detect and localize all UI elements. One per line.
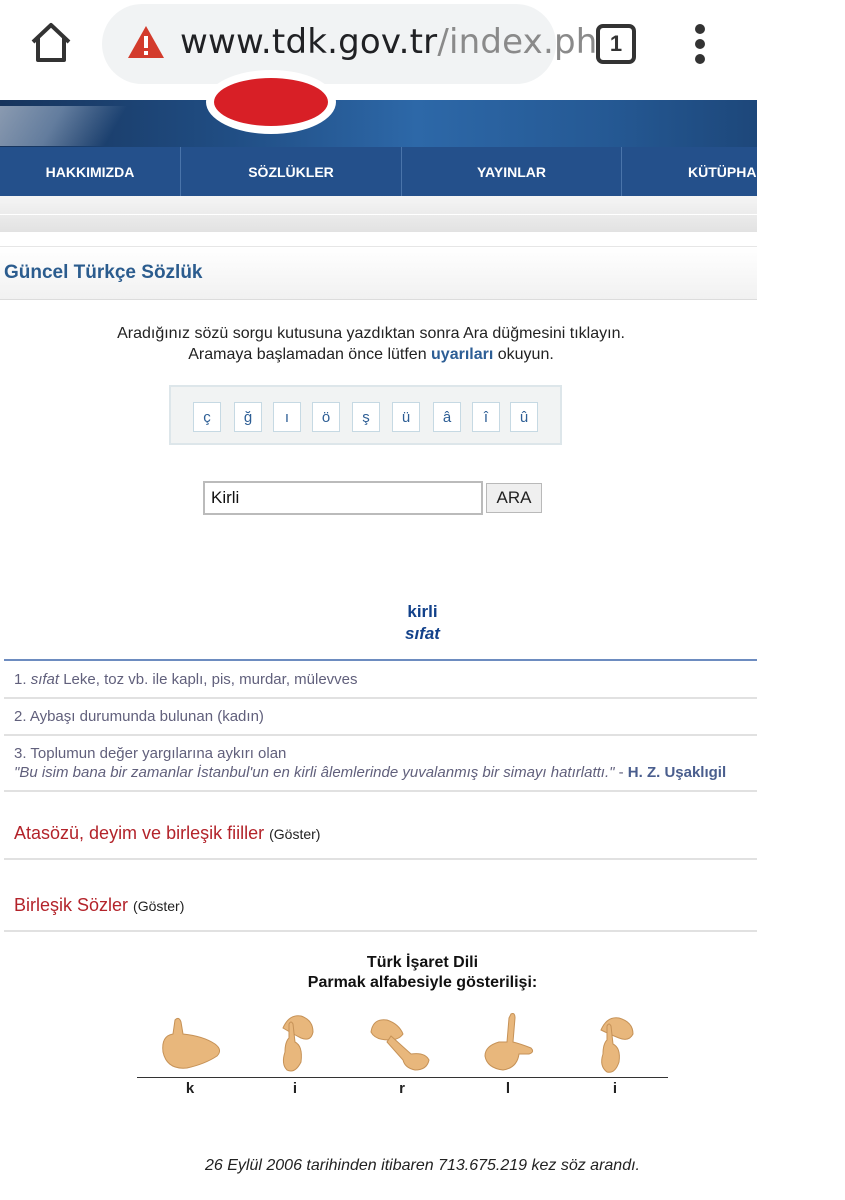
url-path: /index.ph (437, 22, 598, 62)
char-button[interactable]: ö (312, 402, 340, 432)
definition-number: 3. (14, 745, 27, 762)
page-title: Güncel Türkçe Sözlük (4, 262, 203, 283)
tab-switcher-button[interactable]: 1 (596, 24, 636, 64)
hand-sign-i-icon (267, 1012, 337, 1076)
definition-number: 2. (14, 708, 27, 725)
warnings-link[interactable]: uyarıları (431, 346, 494, 363)
idioms-section (4, 788, 757, 860)
char-button[interactable]: ü (392, 402, 420, 432)
entry-header (0, 601, 845, 645)
char-button[interactable]: î (472, 402, 500, 432)
example-quote (14, 763, 757, 782)
definition-item (4, 661, 757, 699)
definition-text: Toplumun değer yargılarına aykırı olan (26, 745, 287, 762)
definition-number: 1. (14, 671, 27, 688)
idioms-show-toggle[interactable]: (Göster) (269, 826, 321, 842)
sign-letter: k (185, 1080, 195, 1097)
sign-letter: l (505, 1080, 511, 1097)
entry-part-of-speech: sıfat (405, 624, 440, 643)
compounds-show-toggle[interactable]: (Göster) (133, 898, 185, 914)
idioms-title[interactable]: Atasözü, deyim ve birleşik fiiller (14, 823, 265, 843)
char-button[interactable]: ğ (234, 402, 262, 432)
sign-letter: r (399, 1080, 405, 1097)
site-banner (0, 100, 757, 147)
special-characters-panel (169, 385, 562, 445)
definition-text: Aybaşı durumunda bulunan (kadın) (26, 708, 264, 725)
idioms-header[interactable] (14, 823, 320, 844)
banner-decoration (0, 106, 190, 146)
nav-item-library[interactable]: KÜTÜPHA (688, 163, 757, 180)
fingerspelling-letters (137, 1080, 668, 1100)
hand-sign-r-icon (365, 1012, 435, 1076)
sign-language-title-line1: Türk İşaret Dili (366, 954, 479, 971)
definitions-list (4, 659, 757, 792)
quote-author: H. Z. Uşaklıgil (627, 764, 727, 781)
fingerspelling-images (137, 1012, 668, 1078)
sub-bar (0, 196, 757, 232)
instructions-text-end: okuyun. (493, 346, 554, 363)
definition-item (4, 736, 757, 792)
char-button[interactable]: ç (193, 402, 221, 432)
tdk-logo[interactable] (206, 70, 336, 134)
sign-letter: i (292, 1080, 298, 1097)
instructions-text: Aramaya başlamadan önce lütfen (188, 346, 432, 363)
char-button[interactable]: ş (352, 402, 380, 432)
browser-toolbar (0, 0, 757, 100)
not-secure-warning-icon[interactable] (126, 24, 166, 60)
char-button[interactable]: û (510, 402, 538, 432)
sign-letter: i (612, 1080, 618, 1097)
nav-item-publications[interactable]: YAYINLAR (402, 147, 622, 196)
search-counter: 26 Eylül 2006 tarihinden itibaren 713.675.219 kez söz arandı. (205, 1157, 640, 1174)
hand-sign-k-icon (157, 1012, 227, 1076)
compounds-header[interactable] (14, 895, 184, 916)
compounds-section (4, 860, 757, 932)
hand-sign-l-icon (477, 1012, 547, 1076)
hand-sign-i-icon (587, 1012, 657, 1076)
compounds-title[interactable]: Birleşik Sözler (14, 895, 129, 915)
url-text[interactable] (180, 22, 598, 62)
main-nav (0, 147, 757, 196)
definition-tag: sıfat (30, 671, 60, 688)
sign-language-title (0, 953, 845, 993)
quote-dash: - (614, 764, 628, 781)
search-button[interactable]: ARA (486, 483, 542, 513)
instructions (0, 323, 742, 365)
home-icon[interactable] (28, 20, 74, 66)
nav-item-dictionaries[interactable]: SÖZLÜKLER (181, 147, 402, 196)
entry-word: kirli (407, 602, 438, 621)
definition-item (4, 699, 757, 736)
char-button[interactable]: â (433, 402, 461, 432)
page-title-bar (0, 246, 757, 300)
char-button[interactable]: ı (273, 402, 301, 432)
url-host: www.tdk.gov.tr (180, 22, 438, 62)
sign-language-title-line2: Parmak alfabesiyle gösterilişi: (307, 974, 538, 991)
quote-text: "Bu isim bana bir zamanlar İstanbul'un en kirli âlemlerinde yuvalanmış bir simayı hatırlattı." (14, 764, 615, 781)
definition-text: Leke, toz vb. ile kaplı, pis, murdar, mülevves (59, 671, 358, 688)
search-input[interactable]: Kirli (203, 481, 483, 515)
overflow-menu-icon[interactable] (690, 24, 710, 64)
instructions-line-2 (0, 344, 742, 365)
nav-item-about[interactable]: HAKKIMIZDA (0, 147, 181, 196)
instructions-line-1: Aradığınız sözü sorgu kutusuna yazdıktan sonra Ara düğmesini tıklayın. (117, 325, 625, 342)
